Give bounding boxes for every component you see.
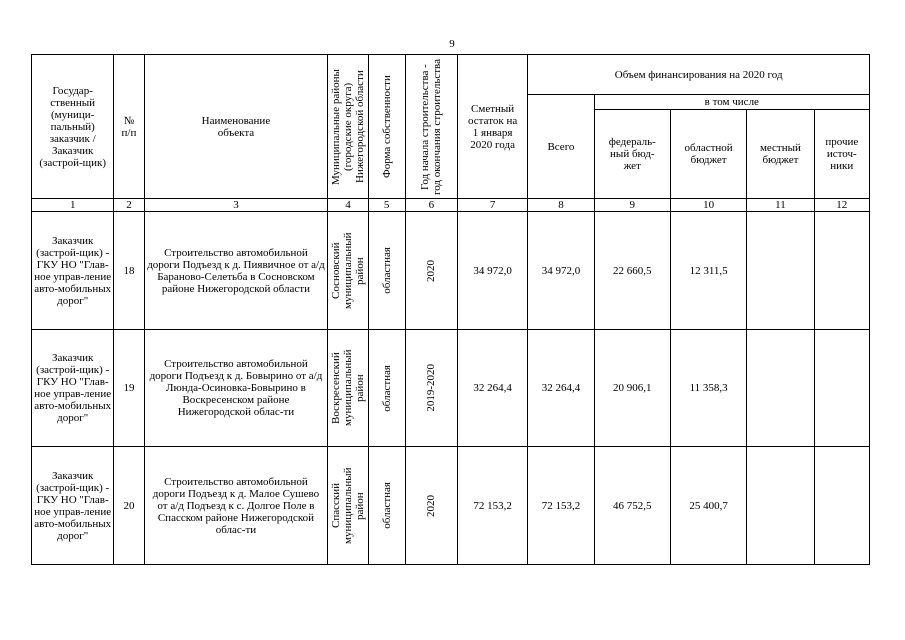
column-number: 7	[457, 199, 527, 212]
header-funding: Объем финансирования на 2020 год	[528, 55, 870, 95]
column-number: 1	[32, 199, 114, 212]
cell-years	[405, 330, 457, 447]
cell-estimate: 34 972,0	[457, 212, 527, 330]
column-number: 6	[405, 199, 457, 212]
header-federal: федераль-ный бюд-жет	[594, 110, 670, 199]
cell-local	[747, 212, 814, 330]
header-total: Всего	[528, 95, 594, 199]
header-years-text: Год начала строительства - год окончания строительства	[419, 58, 444, 195]
cell-years	[405, 447, 457, 565]
cell-district	[328, 447, 368, 565]
cell-district-text: Спасский муниципальный район	[329, 467, 366, 544]
cell-district	[328, 330, 368, 447]
cell-total: 72 153,2	[528, 447, 594, 565]
column-number: 12	[814, 199, 869, 212]
cell-object: Строительство автомобильной дороги Подъезд к д. Пиявичное от а/д Бараново-Селетьба в Сосновском районе Нижегородской области	[144, 212, 328, 330]
header-district	[328, 55, 368, 199]
cell-ownership-text: областная	[380, 482, 393, 529]
column-number: 9	[594, 199, 670, 212]
cell-years-text: 2020	[425, 259, 438, 282]
cell-ownership	[368, 330, 405, 447]
cell-other	[814, 330, 869, 447]
cell-ownership	[368, 212, 405, 330]
column-number: 2	[114, 199, 144, 212]
cell-district	[328, 212, 368, 330]
cell-ownership-text: областная	[380, 247, 393, 294]
cell-customer: Заказчик (застрой-щик) - ГКУ НО "Глав-ное управ-ление авто-мобильных дорог"	[32, 330, 114, 447]
header-years	[405, 55, 457, 199]
header-other: прочие источ-ники	[814, 110, 869, 199]
cell-other	[814, 447, 869, 565]
column-number: 4	[328, 199, 368, 212]
cell-regional: 12 311,5	[670, 212, 746, 330]
table-row	[32, 212, 870, 330]
header-local: местный бюджет	[747, 110, 814, 199]
financing-table	[31, 54, 870, 565]
cell-years-text: 2020	[425, 494, 438, 517]
cell-federal: 46 752,5	[594, 447, 670, 565]
table-row	[32, 447, 870, 565]
column-number: 8	[528, 199, 594, 212]
cell-no: 19	[114, 330, 144, 447]
cell-regional: 11 358,3	[670, 330, 746, 447]
page-number: 9	[449, 38, 455, 50]
cell-customer: Заказчик (застрой-щик) - ГКУ НО "Глав-ное управ-ление авто-мобильных дорог"	[32, 447, 114, 565]
cell-local	[747, 447, 814, 565]
cell-ownership	[368, 447, 405, 565]
cell-customer: Заказчик (застрой-щик) - ГКУ НО "Глав-ное управ-ление авто-мобильных дорог"	[32, 212, 114, 330]
header-ownership-text: Форма собственности	[380, 75, 393, 178]
cell-total: 34 972,0	[528, 212, 594, 330]
cell-no: 18	[114, 212, 144, 330]
column-number: 5	[368, 199, 405, 212]
column-number: 10	[670, 199, 746, 212]
header-estimate: Сметный остаток на 1 января 2020 года	[457, 55, 527, 199]
cell-ownership-text: областная	[380, 364, 393, 412]
column-number: 11	[747, 199, 814, 212]
header-customer: Государ-ственный (муници-пальный) заказчик / Заказчик (застрой-щик)	[32, 55, 114, 199]
cell-local	[747, 330, 814, 447]
cell-years-text: 2019-2020	[425, 364, 438, 412]
header-ownership	[368, 55, 405, 199]
cell-no: 20	[114, 447, 144, 565]
cell-total: 32 264,4	[528, 330, 594, 447]
cell-district-text: Сосновский муниципальный район	[329, 232, 366, 309]
header-no: № п/п	[114, 55, 144, 199]
cell-years	[405, 212, 457, 330]
header-row-1	[32, 55, 870, 95]
cell-object: Строительство автомобильной дороги Подъезд к д. Бовырино от а/д Люнда-Осиновка-Бовырино в Воскресенском районе Нижегородской облас-ти	[144, 330, 328, 447]
cell-federal: 20 906,1	[594, 330, 670, 447]
cell-federal: 22 660,5	[594, 212, 670, 330]
header-district-text: Муниципальные районы (городские округа) Нижегородской области	[329, 68, 366, 185]
header-including: в том числе	[594, 95, 869, 110]
cell-estimate: 72 153,2	[457, 447, 527, 565]
cell-district-text: Воскресенский муниципальный район	[329, 349, 366, 427]
cell-estimate: 32 264,4	[457, 330, 527, 447]
cell-object: Строительство автомобильной дороги Подъезд к д. Малое Сушево от а/д Подъезд к с. Долгое Поле в Спасском районе Нижегородской облас-ти	[144, 447, 328, 565]
column-number-row	[32, 199, 870, 212]
cell-regional: 25 400,7	[670, 447, 746, 565]
column-number: 3	[144, 199, 328, 212]
table-row	[32, 330, 870, 447]
cell-other	[814, 212, 869, 330]
header-regional: областной бюджет	[670, 110, 746, 199]
header-object: Наименование объекта	[144, 55, 328, 199]
